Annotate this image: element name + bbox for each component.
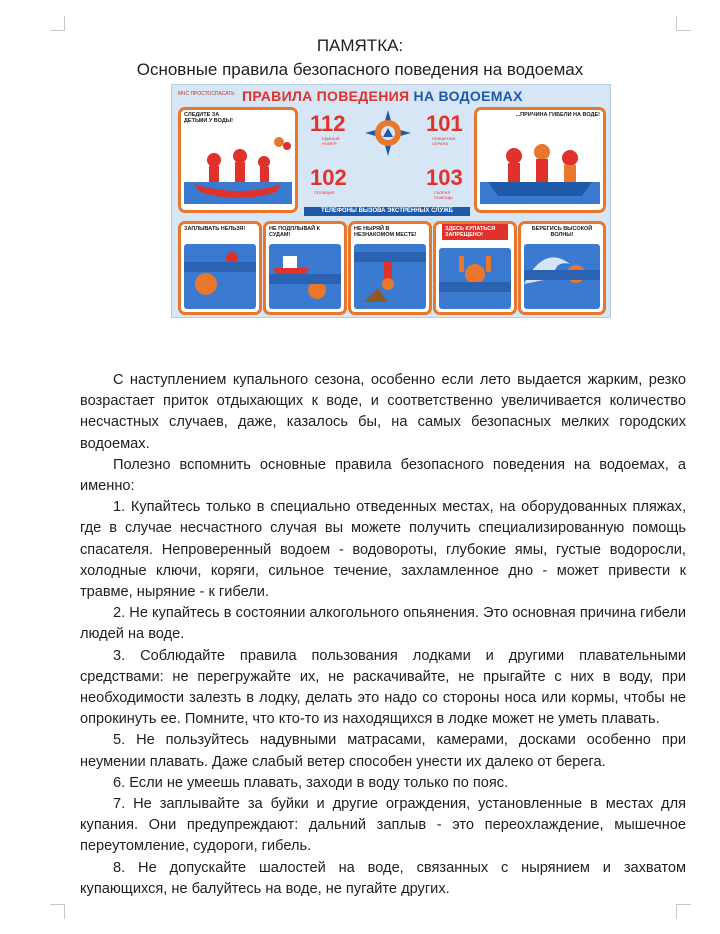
rule-item: 5. Не пользуйтесь надувными матрасами, камерами, досками особенно при неумении плавать. Даже слабый ветер способен унести их далеко от берега. — [80, 732, 686, 770]
phone-number: 101 — [426, 111, 463, 136]
water-scene — [524, 244, 600, 309]
drowning-child-illustration — [439, 248, 509, 308]
swimmer-illustration — [184, 244, 254, 304]
children-boat-illustration — [184, 134, 292, 204]
panel-caption: ...ПРИЧИНА ГИБЕЛИ НА ВОДЕ! — [515, 112, 600, 118]
poster-panel-alcohol — [474, 107, 606, 213]
poster-brand: МЧС ПРОСТОСПАСАТЬ — [178, 91, 235, 97]
rule-item: 3. Соблюдайте правила пользования лодками и другими плавательными средствами: не перегружайте их, не раскачивайте, не прыгайте с них в воду, при необходимости залезть в лодку, делать это надо со стороны носа или кормы, чтобы не опрокинуть ее. Помните, что кто-то из находящихся в лодке может не уметь плавать. — [80, 647, 686, 728]
phone-number-caption: ПОЖАРНАЯ ОХРАНА — [432, 136, 456, 146]
phone-number: 103 — [426, 165, 463, 190]
page-corner-mark — [50, 904, 65, 919]
rule-item: 8. Не допускайте шалостей на воде, связанных с нырянием и захватом купающихся, не балуйтесь на воде, не пугайте других. — [80, 859, 686, 897]
emergency-phones-strip: ТЕЛЕФОНЫ ВЫЗОВА ЭКСТРЕННЫХ СЛУЖБ — [304, 207, 470, 216]
rule-item: 1. Купайтесь только в специально отведенных местах, на оборудованных пляжах, где в случае несчастного случая вы можете получить специализированную помощь спасателя. Непроверенный водоем - водовороты, глубокие ямы, густые водоросли, холодные ключи, коряги, сильное течение, захламленное дно - может привести к травме, ныряние - к гибели. — [80, 499, 686, 601]
panel-caption: ЗДЕСЬ КУПАТЬСЯ ЗАПРЕЩЕНО! — [442, 224, 508, 240]
page-corner-mark — [50, 16, 65, 31]
lifebuoy-emblem-icon — [365, 110, 411, 156]
poster-heading — [242, 88, 523, 104]
page-corner-mark — [676, 904, 691, 919]
poster-panel-rule — [518, 221, 606, 315]
panel-caption: СЛЕДИТЕ ЗА ДЕТЬМИ У ВОДЫ! — [184, 112, 233, 124]
rule-item: 2. Не купайтесь в состоянии алкогольного опьянения. Это основная причина гибели людей на воде. — [80, 605, 686, 643]
poster-heading-blue: НА ВОДОЕМАХ — [413, 88, 523, 104]
document-subtitle: Основные правила безопасного поведения на водоемах — [136, 60, 584, 79]
panel-caption: НЕ ПОДПЛЫВАЙ К СУДАМ! — [269, 226, 320, 238]
boat-people-illustration — [480, 134, 600, 204]
phone-number-caption: СКОРАЯ ПОМОЩЬ — [434, 190, 453, 200]
body-paragraph: С наступлением купального сезона, особенно если лето выдается жарким, резко возрастает приток отдыхающих к воде, и соответственно увеличивается количество несчастных случаев, даже, казалось бы, на самых безопасных мелких городских водоемах. — [80, 372, 686, 452]
safety-poster — [171, 84, 611, 318]
water-scene — [354, 244, 426, 309]
body-paragraph: Полезно вспомнить основные правила безопасного поведения на водоемах, а именно: — [80, 456, 686, 495]
poster-panel-rule — [263, 221, 347, 315]
poster-heading-red: ПРАВИЛА ПОВЕДЕНИЯ — [242, 88, 410, 104]
rule-item: 6. Если не умеешь плавать, заходи в воду только по пояс. — [113, 774, 509, 791]
phone-number-caption: ЕДИНЫЙ НОМЕР — [322, 136, 340, 146]
panel-caption: НЕ НЫРЯЙ В НЕЗНАКОМОМ МЕСТЕ! — [354, 226, 417, 238]
phone-number-caption: ПОЛИЦИЯ — [314, 190, 335, 195]
water-scene — [184, 244, 256, 309]
water-scene — [439, 248, 511, 309]
poster-panel-rule — [348, 221, 432, 315]
page-corner-mark — [676, 16, 691, 31]
rule-item: 7. Не заплывайте за буйки и другие ограждения, установленные в местах для купания. Они предупреждают: дальний заплыв - это переохлаждение, мышечное переутомление, судороги, гибель. — [80, 796, 686, 855]
water-scene — [269, 244, 341, 309]
poster-panel-rule — [178, 221, 262, 315]
poster-panel-rule — [433, 221, 517, 315]
poster-panel-children — [178, 107, 298, 213]
memo-body — [80, 370, 686, 900]
phone-number: 102 — [310, 165, 347, 190]
panel-caption: ЗАПЛЫВАТЬ НЕЛЬЗЯ! — [184, 226, 246, 232]
phone-number: 112 — [310, 111, 346, 136]
panel-caption: БЕРЕГИСЬ ВЫСОКОЙ ВОЛНЫ! — [531, 226, 593, 238]
document-title: ПАМЯТКА: — [316, 36, 404, 55]
